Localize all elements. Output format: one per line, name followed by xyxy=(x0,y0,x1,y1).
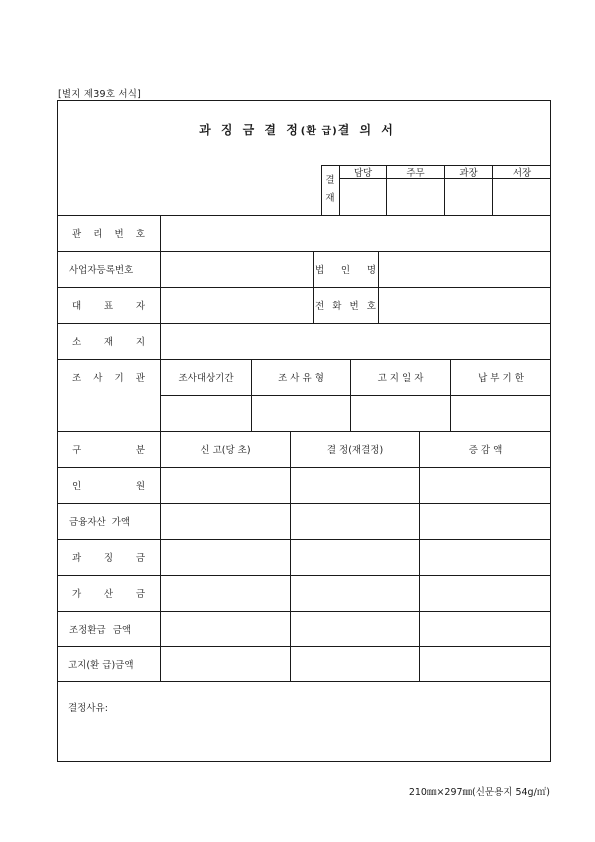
form-title-paren: (환 급) xyxy=(300,126,338,137)
label-phone xyxy=(313,287,378,323)
input-investigation-period[interactable] xyxy=(161,395,251,431)
input-surcharge-reported[interactable] xyxy=(161,575,290,611)
input-representative[interactable] xyxy=(161,287,313,323)
label-char: 구 xyxy=(72,445,82,456)
label-char: 번 xyxy=(349,301,359,312)
input-refund-reported[interactable] xyxy=(161,611,290,646)
form-title-main: 과 징 금 결 정 xyxy=(199,123,301,137)
label-representative xyxy=(58,287,160,323)
label-char: 지 xyxy=(135,337,145,348)
label-char: 인 xyxy=(340,265,351,276)
input-personnel-difference[interactable] xyxy=(420,467,551,503)
label-location xyxy=(58,323,160,359)
label-char: 관 xyxy=(72,229,82,240)
label-char: 호 xyxy=(135,229,145,240)
form-title-tail: 결 의 서 xyxy=(337,123,396,137)
header-reported: 신 고(당 초) xyxy=(200,445,251,456)
label-corp-name xyxy=(313,251,378,287)
input-personnel-reported[interactable] xyxy=(161,467,290,503)
header-payment-deadline: 납 부 기 한 xyxy=(478,373,524,384)
input-assets-reported[interactable] xyxy=(161,503,290,539)
label-char: 관 xyxy=(135,373,145,384)
header-difference: 증 감 액 xyxy=(468,445,503,456)
header-category xyxy=(58,431,160,467)
input-management-no[interactable] xyxy=(161,215,551,251)
row-label-notice-amount xyxy=(58,646,160,681)
label-char: 재 xyxy=(103,337,114,348)
label-char: 산 xyxy=(103,589,114,600)
label-char: 가 xyxy=(72,589,82,600)
input-notice-difference[interactable] xyxy=(420,646,551,681)
row-label-penalty xyxy=(58,539,160,575)
label-char: 분 xyxy=(135,445,145,456)
label-char: 호 xyxy=(366,301,376,312)
input-investigation-agency[interactable] xyxy=(58,395,160,431)
approval-sign-chief[interactable] xyxy=(387,179,444,215)
input-phone[interactable] xyxy=(379,287,551,323)
approval-label xyxy=(321,166,339,214)
label-char: 리 xyxy=(93,229,103,240)
input-assets-decided[interactable] xyxy=(291,503,419,539)
label-char: 인 xyxy=(72,481,82,492)
header-investigation-period: 조사대상기간 xyxy=(178,373,234,384)
label-char: 징 xyxy=(103,553,114,564)
input-surcharge-decided[interactable] xyxy=(291,575,419,611)
input-assets-difference[interactable] xyxy=(420,503,551,539)
decision-reason-input[interactable] xyxy=(58,716,550,761)
input-surcharge-difference[interactable] xyxy=(420,575,551,611)
label-char: 소 xyxy=(72,337,82,348)
label-char: 금 xyxy=(135,589,145,600)
approval-role-director: 서장 xyxy=(512,167,532,179)
approval-role-manager: 과장 xyxy=(459,167,478,179)
form-number-label: [별지 제39호 서식] xyxy=(58,89,142,100)
approval-role-staff: 담당 xyxy=(353,167,373,179)
input-notice-reported[interactable] xyxy=(161,646,290,681)
row-label-personnel xyxy=(58,467,160,503)
label-char: 기 xyxy=(114,373,124,384)
approval-sign-director[interactable] xyxy=(493,179,551,215)
paper-spec-note: 210㎜×297㎜(신문용지 54g/㎡) xyxy=(408,787,550,798)
input-notice-decided[interactable] xyxy=(291,646,419,681)
label-business-reg-no: 사업자등록번호 xyxy=(69,265,134,276)
input-payment-deadline[interactable] xyxy=(451,395,551,431)
input-penalty-decided[interactable] xyxy=(291,539,419,575)
header-investigation-type: 조 사 유 형 xyxy=(278,373,324,384)
approval-label-char: 재 xyxy=(325,193,335,204)
label-part: 금융자산 xyxy=(69,517,106,528)
label-char: 번 xyxy=(114,229,124,240)
label-char: 표 xyxy=(103,301,114,312)
label-part: 금액 xyxy=(112,624,132,636)
label-char: 화 xyxy=(332,301,342,312)
input-corp-name[interactable] xyxy=(379,251,551,287)
approval-role-chief: 주무 xyxy=(406,167,425,179)
input-investigation-type[interactable] xyxy=(252,395,350,431)
input-personnel-decided[interactable] xyxy=(291,467,419,503)
label-char: 금 xyxy=(135,553,145,564)
input-location[interactable] xyxy=(161,323,551,359)
form-frame xyxy=(57,100,551,762)
label-management-no xyxy=(58,215,160,251)
row-label-adjusted-refund xyxy=(58,611,160,646)
label-part: 급)금액 xyxy=(102,659,134,671)
row-label-surcharge xyxy=(58,575,160,611)
label-char: 사 xyxy=(93,373,103,384)
label-char: 과 xyxy=(72,553,82,564)
label-part: 고지(환 xyxy=(68,659,100,671)
decision-reason-label: 결정사유: xyxy=(68,703,108,714)
input-refund-decided[interactable] xyxy=(291,611,419,646)
label-char: 대 xyxy=(72,301,82,312)
label-char: 자 xyxy=(135,301,145,312)
row-label-financial-assets xyxy=(58,503,160,539)
label-investigation-agency xyxy=(58,359,160,395)
input-penalty-difference[interactable] xyxy=(420,539,551,575)
row-line xyxy=(58,681,550,682)
label-char: 법 xyxy=(315,265,325,276)
approval-sign-manager[interactable] xyxy=(445,179,492,215)
approval-label-char: 결 xyxy=(325,175,335,186)
header-notice-date: 고 지 일 자 xyxy=(377,373,424,384)
label-part: 가액 xyxy=(111,517,131,528)
input-business-reg-no[interactable] xyxy=(161,251,313,287)
label-char: 전 xyxy=(315,301,325,312)
header-decided: 결 정(재결정) xyxy=(326,445,384,456)
input-notice-date[interactable] xyxy=(351,395,450,431)
label-part: 조정환급 xyxy=(69,624,106,636)
label-char: 원 xyxy=(135,481,145,492)
label-char: 명 xyxy=(366,265,376,276)
input-refund-difference[interactable] xyxy=(420,611,551,646)
approval-sign-staff[interactable] xyxy=(340,179,386,215)
label-char: 조 xyxy=(72,373,82,384)
input-penalty-reported[interactable] xyxy=(161,539,290,575)
